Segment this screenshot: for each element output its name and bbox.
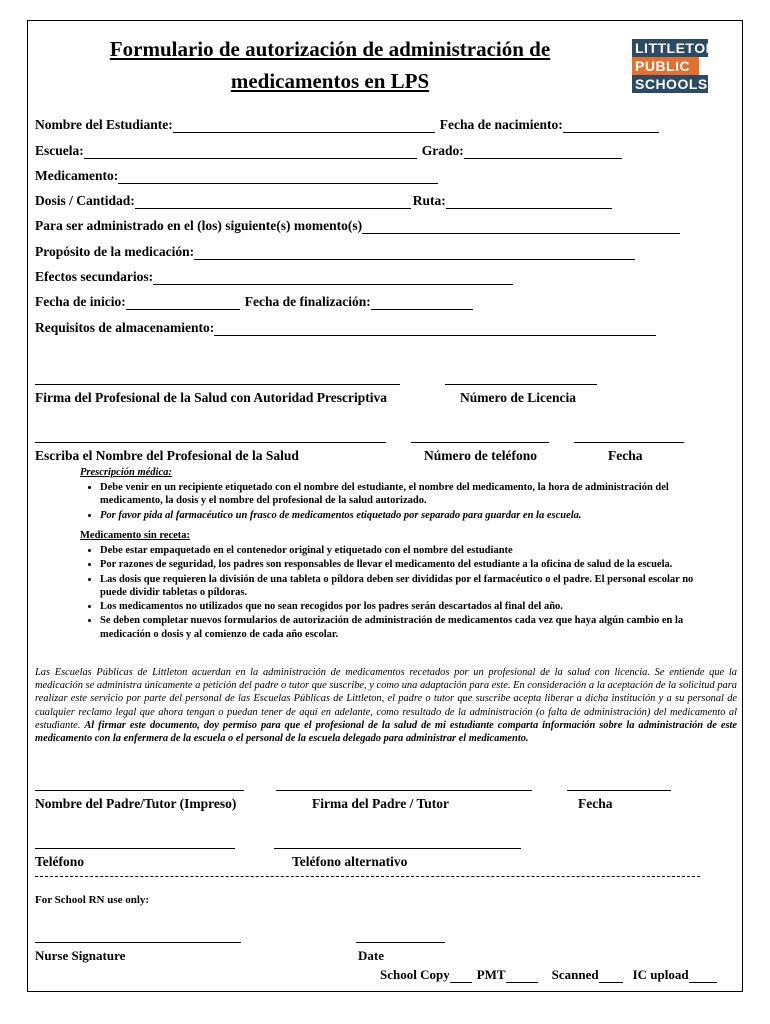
student-name-label: Nombre del Estudiante: [35,117,173,132]
school-use-heading: For School RN use only: [35,894,150,906]
pmt-label: PMT [476,967,506,982]
birth-date-input[interactable] [563,120,659,133]
end-date-label: Fecha de finalización: [244,294,371,309]
form-title-line1: Formulario de autorización de administración de [109,37,551,61]
form-title-line2: medicamentos en LPS [230,69,430,93]
field-row-medication [35,168,440,184]
nurse-date-label: Date [358,948,384,963]
school-copy-input[interactable] [450,970,472,983]
pmt-input[interactable] [506,970,538,983]
license-number-line[interactable] [445,384,597,385]
prescriber-signature-line[interactable] [35,384,400,385]
parent-phone-line[interactable] [35,848,235,849]
side-effects-label: Efectos secundarios: [35,269,154,284]
purpose-label: Propósito de la medicación: [35,244,195,259]
otc-list [72,544,720,642]
storage-label: Requisitos de almacenamiento: [35,320,215,335]
route-input[interactable] [446,196,612,209]
parent-date-label: Fecha [578,796,613,811]
purpose-input[interactable] [194,247,635,260]
field-row-storage [35,320,658,336]
list-item: • Se deben completar nuevos formularios de autorización de administración de medicamentos cada vez que haya algún cambio en la medicación o dosis y al comienzo de cada año escolar. [100,614,720,641]
list-item: • Debe estar empaquetado en el contenedor original y etiquetado con el nombre del estudiante [100,544,720,557]
times-label: Para ser administrado en el (los) siguiente(s) momento(s) [35,218,363,233]
birth-date-label: Fecha de nacimiento: [439,117,563,132]
prescription-heading: Prescripción médica: [80,467,172,478]
nurse-date-line[interactable] [356,942,445,943]
school-label: Escuela: [35,143,84,158]
field-row-school [35,143,624,159]
field-row-side-effects [35,269,515,285]
medication-label: Medicamento: [35,168,119,183]
prescriber-date-line[interactable] [574,442,684,443]
storage-input[interactable] [214,323,656,336]
logo-line3: SCHOOLS [632,75,708,93]
ic-upload-input[interactable] [689,970,717,983]
medication-input[interactable] [118,171,438,184]
school-input[interactable] [84,146,417,159]
nurse-signature-label: Nurse Signature [35,948,126,963]
liability-disclaimer [35,666,737,745]
prescriber-name-line[interactable] [35,442,386,443]
nurse-signature-line[interactable] [35,942,241,943]
scanned-input[interactable] [599,970,623,983]
logo-line2: PUBLIC [632,57,699,75]
parent-alt-phone-line[interactable] [274,848,521,849]
grade-label: Grado: [421,143,464,158]
prescriber-date-label: Fecha [608,448,643,463]
side-effects-input[interactable] [153,272,513,285]
field-row-purpose [35,244,637,260]
dose-input[interactable] [135,196,411,209]
field-row-dose [35,193,614,209]
field-row-dates [35,294,475,310]
list-item: • Por razones de seguridad, los padres son responsables de llevar el medicamento del estudiante a la oficina de salud de la escuela. [100,558,720,571]
parent-signature-label: Firma del Padre / Tutor [312,796,449,811]
field-row-times [35,218,682,234]
prescription-list [72,481,720,523]
ic-upload-label: IC upload [632,967,689,982]
list-item: • Los medicamentos no utilizados que no sean recogidos por los padres serán descartados al final del año. [100,600,720,613]
parent-signature-line[interactable] [276,790,532,791]
parent-name-line[interactable] [35,790,244,791]
prescriber-phone-label: Número de teléfono [424,448,537,463]
times-input[interactable] [362,221,680,234]
parent-date-line[interactable] [567,790,671,791]
disclaimer-text: Las Escuelas Públicas de Littleton acuerdan en la administración de medicamentos recetados por un profesional de la salud con licencia. Se entiende que la medicación se administra únicamente a petición del padre o tutor que suscribe, y como una adaptación para este. En consideración a la aceptación de la solicitud para realizar este servicio por parte del personal de las Escuelas Públicas de Littleton, el padre o tutor que suscribe acepta liberar a dicha institución y a su personal de cualquier reclamo legal que ahora tengan o puedan tener de aquí en adelante, como resultado de la administración (o falta de administración) del medicamento al estudiante. [35,667,737,731]
littleton-logo [632,39,717,95]
start-date-input[interactable] [126,297,240,310]
school-copy-label: School Copy [380,967,450,982]
list-item: • Por favor pida al farmacéutico un frasco de medicamentos etiquetado por separado para guardar en la escuela. [100,509,720,522]
dose-label: Dosis / Cantidad: [35,193,135,208]
logo-line1: LITTLETON [632,39,708,57]
parent-phone-label: Teléfono [35,854,85,869]
start-date-label: Fecha de inicio: [35,294,126,309]
prescriber-name-label: Escriba el Nombre del Profesional de la Salud [35,448,299,463]
end-date-input[interactable] [371,297,473,310]
otc-heading: Medicamento sin receta: [80,530,191,541]
license-number-label: Número de Licencia [460,390,576,405]
field-row-student [35,117,661,133]
list-item: • Las dosis que requieren la división de una tableta o píldora deben ser divididas por el farmacéutico o el padre. El personal escolar no puede dividir tabletas o píldoras. [100,573,720,600]
grade-input[interactable] [464,146,622,159]
office-tracking-row [380,967,719,983]
route-label: Ruta: [412,193,446,208]
disclaimer-consent: Al firmar este documento, doy permiso para que el profesional de la salud de mi estudiante comparta información sobre la administración de este medicamento con la enfermera de la escuela o el personal de la escuela delegado para administrar el medicamento. [35,719,738,745]
parent-alt-phone-label: Teléfono alternativo [292,854,408,869]
cut-line-divider [35,876,700,877]
list-item: • Debe venir en un recipiente etiquetado con el nombre del estudiante, el nombre del medicamento, la hora de administración del medicamento, la dosis y el nombre del profesional de la salud autorizado. [100,481,720,508]
prescriber-signature-label: Firma del Profesional de la Salud con Autoridad Prescriptiva [35,390,388,405]
prescriber-phone-line[interactable] [411,442,549,443]
scanned-label: Scanned [551,967,599,982]
parent-name-label: Nombre del Padre/Tutor (Impreso) [35,796,237,811]
student-name-input[interactable] [173,120,435,133]
